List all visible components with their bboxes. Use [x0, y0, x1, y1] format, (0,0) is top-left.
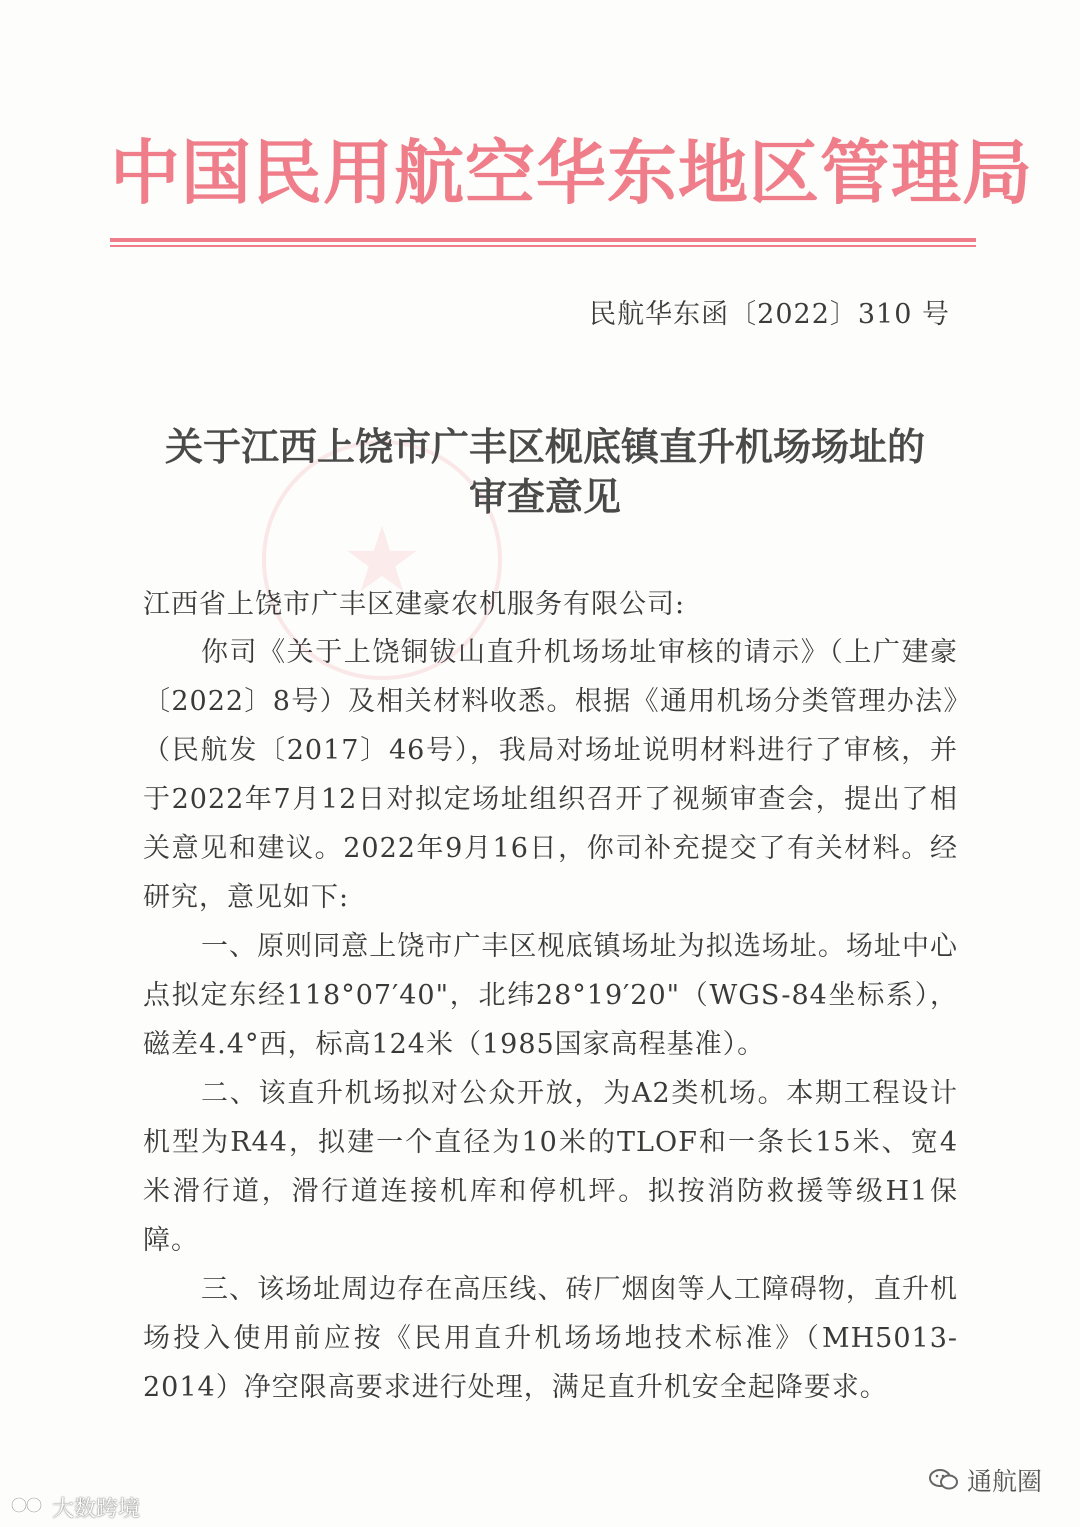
watermark-dashukuajing-label: 大数跨境	[52, 1497, 141, 1522]
document-body	[143, 628, 958, 1412]
issuer-letterhead: 中国民用航空华东地区管理局	[110, 132, 1033, 214]
logo-icon	[10, 1494, 46, 1522]
letterhead-rule-thin	[110, 245, 976, 247]
wechat-icon	[929, 1468, 959, 1492]
letterhead-rule-thick	[110, 238, 976, 242]
document-title	[120, 422, 970, 522]
watermark-tonghangquan	[929, 1462, 1042, 1498]
document-title-line-1: 关于江西上饶市广丰区枧底镇直升机场场址的	[164, 425, 925, 469]
watermark-dashukuajing	[10, 1492, 140, 1523]
body-paragraph-2: 二、该直升机场拟对公众开放，为A2类机场。本期工程设计机型为R44，拟建一个直径为10米的TLOF和一条长15米、宽4米滑行道，滑行道连接机库和停机坪。拟按消防救援等级H1保障。	[143, 1078, 958, 1256]
seal-star-icon: ★	[341, 507, 423, 613]
document-title-line-2: 审查意见	[468, 475, 621, 519]
body-paragraph-1: 一、原则同意上饶市广丰区枧底镇场址为拟选场址。场址中心点拟定东经118°07′40"，北纬28°19′20"（WGS-84坐标系），磁差4.4°西，标高124米（1985国家高程基准）。	[143, 931, 958, 1060]
addressee: 江西省上饶市广丰区建豪农机服务有限公司:	[143, 589, 686, 620]
body-paragraph-3: 三、该场址周边存在高压线、砖厂烟囱等人工障碍物，直升机场投入使用前应按《民用直升机场场地技术标准》（MH5013-2014）净空限高要求进行处理，满足直升机安全起降要求。	[143, 1274, 958, 1403]
watermark-tonghangquan-label: 通航圈	[966, 1467, 1042, 1496]
body-paragraph-intro: 你司《关于上饶铜钹山直升机场场址审核的请示》（上广建豪〔2022〕8号）及相关材料收悉。根据《通用机场分类管理办法》（民航发〔2017〕46号），我局对场址说明材料进行了审核，并于2022年7月12日对拟定场址组织召开了视频审查会，提出了相关意见和建议。2022年9月16日，你司补充提交了有关材料。经研究，意见如下:	[143, 637, 958, 913]
document-number: 民航华东函〔2022〕310 号	[589, 299, 950, 330]
